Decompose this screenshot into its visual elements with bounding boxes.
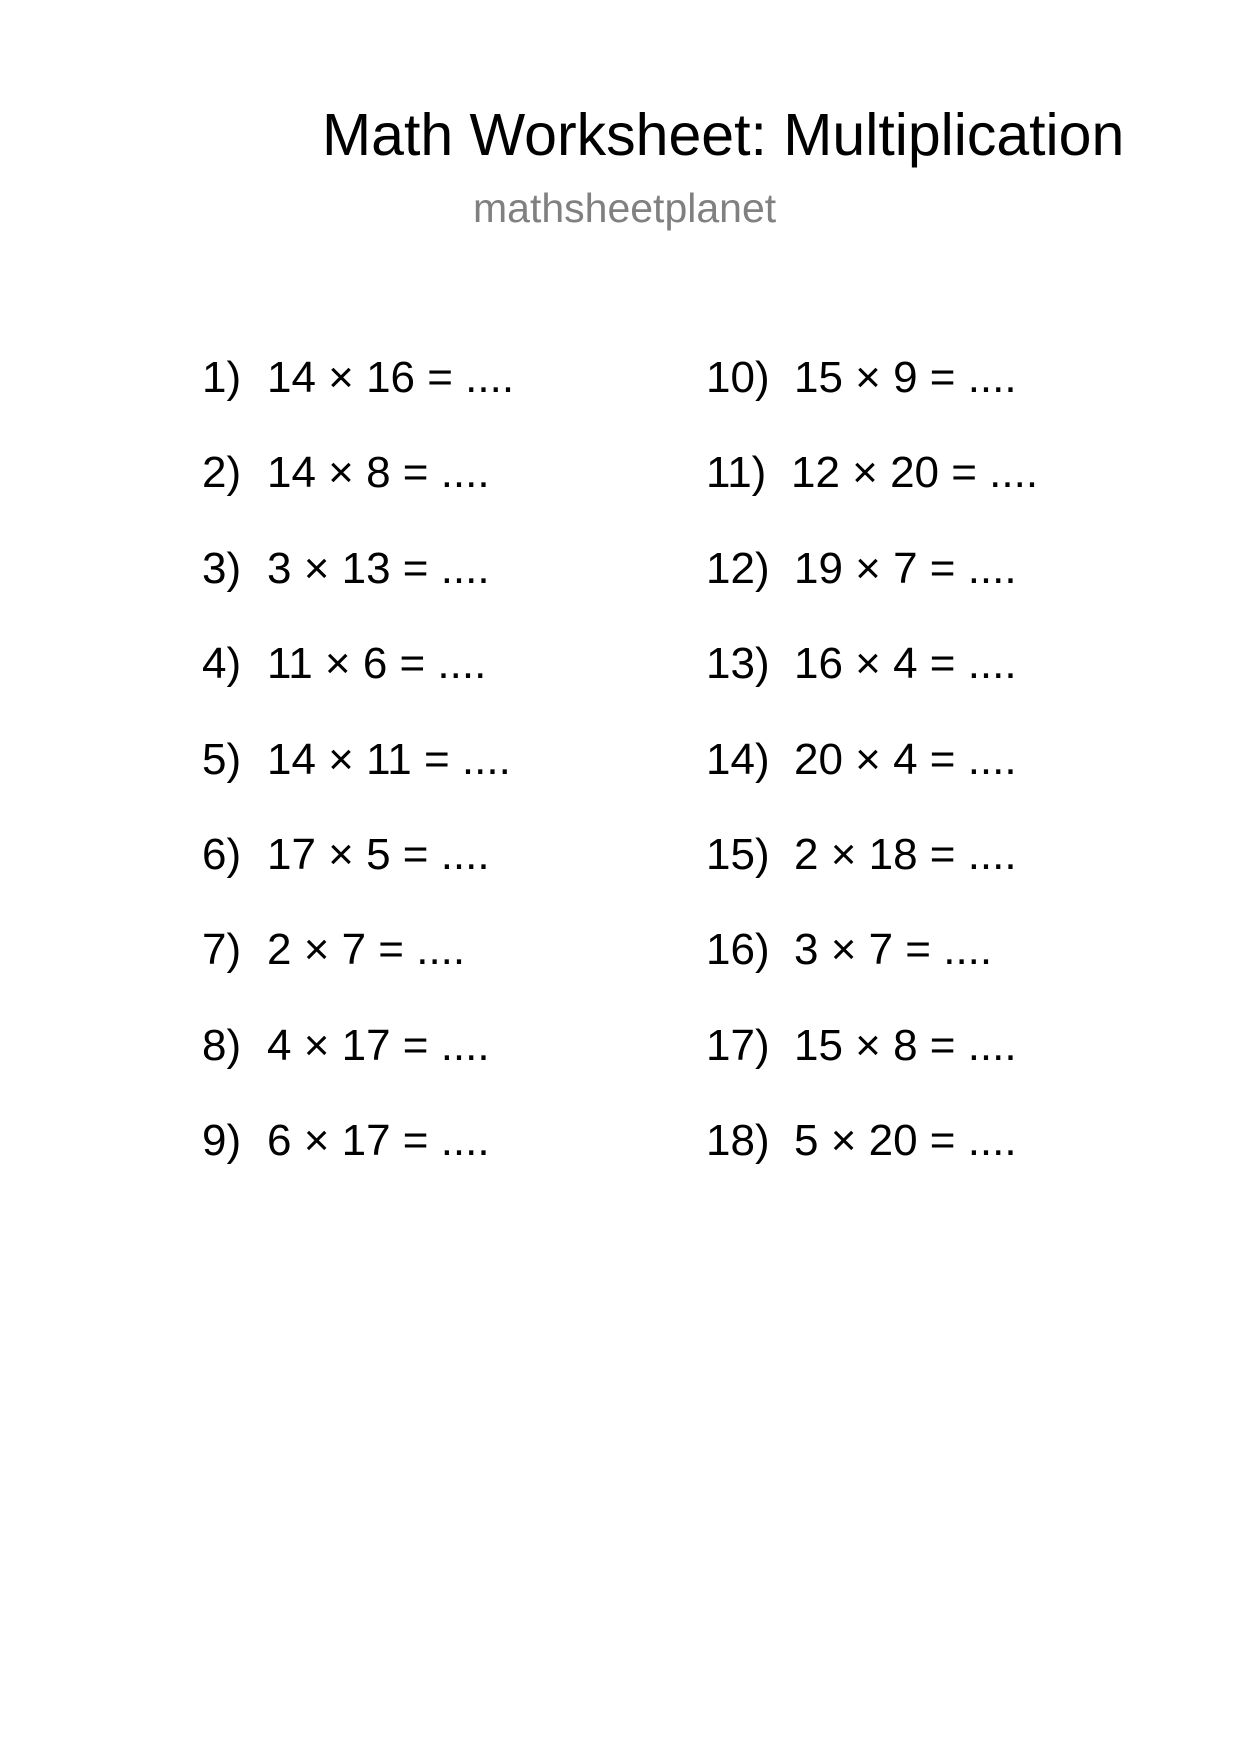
problem-number: 9) xyxy=(202,1116,242,1166)
problem-number: 8) xyxy=(202,1020,242,1070)
problem-expression: 19 × 7 = .... xyxy=(794,543,1017,593)
problem-expression: 5 × 20 = .... xyxy=(794,1116,1017,1166)
problem-expression: 2 × 18 = .... xyxy=(794,829,1017,879)
problem-expression: 16 × 4 = .... xyxy=(794,639,1017,689)
problem-number: 13) xyxy=(706,639,770,689)
problem-expression: 14 × 16 = .... xyxy=(267,353,515,402)
problem-expression: 3 × 13 = .... xyxy=(267,543,490,593)
problem-number: 7) xyxy=(202,925,242,975)
problem-number: 10) xyxy=(706,353,770,402)
problem-expression: 2 × 7 = .... xyxy=(267,925,466,975)
problem-expression: 15 × 9 = .... xyxy=(794,353,1017,402)
problem-expression: 3 × 7 = .... xyxy=(794,925,993,975)
problem-expression: 20 × 4 = .... xyxy=(794,734,1017,784)
problem-expression: 17 × 5 = .... xyxy=(267,829,490,879)
problem-number: 2) xyxy=(202,448,242,498)
problem-number: 1) xyxy=(202,353,242,402)
page-title: Math Worksheet: Multiplication xyxy=(322,102,1125,168)
problem-number: 16) xyxy=(706,925,770,975)
problem-number: 6) xyxy=(202,829,242,879)
problem-expression: 14 × 11 = .... xyxy=(267,734,511,784)
problem-expression: 14 × 8 = .... xyxy=(267,448,490,498)
problem-number: 17) xyxy=(706,1020,770,1070)
problem-expression: 6 × 17 = .... xyxy=(267,1116,490,1166)
problem-expression: 4 × 17 = .... xyxy=(267,1020,490,1070)
problem-number: 18) xyxy=(706,1116,770,1166)
problem-number: 11) xyxy=(706,448,767,498)
problem-number: 12) xyxy=(706,543,770,593)
problem-expression: 12 × 20 = .... xyxy=(791,448,1039,498)
problem-number: 4) xyxy=(202,639,242,689)
problem-number: 15) xyxy=(706,829,770,879)
problem-number: 14) xyxy=(706,734,770,784)
problem-expression: 11 × 6 = .... xyxy=(267,639,487,689)
page-subtitle: mathsheetplanet xyxy=(473,185,777,231)
problem-expression: 15 × 8 = .... xyxy=(794,1020,1017,1070)
problem-number: 5) xyxy=(202,734,242,784)
problem-number: 3) xyxy=(202,543,242,593)
